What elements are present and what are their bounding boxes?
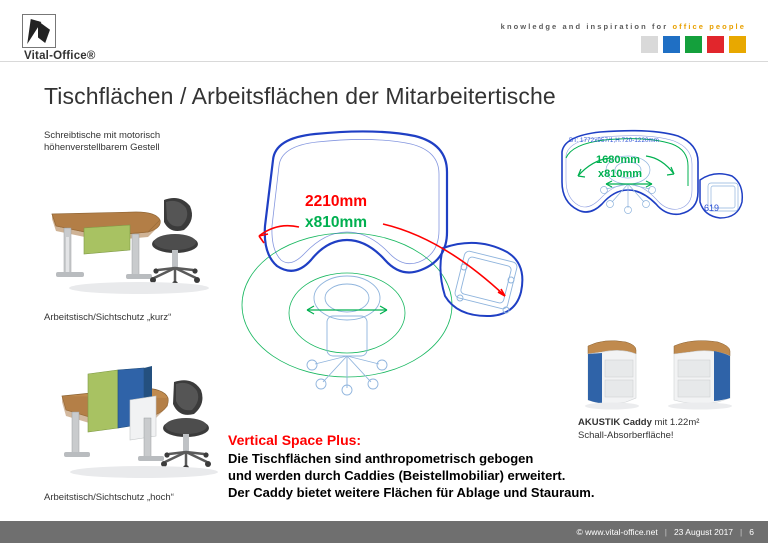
page-title: Tischflächen / Arbeitsflächen der Mitarbeitertische bbox=[44, 83, 556, 109]
right-dimension-depth: x810mm bbox=[598, 168, 643, 180]
caption-top: Schreibtische mit motorisch höhenverstellbarem Gestell bbox=[44, 130, 161, 153]
footer-date: 23 August 2017 bbox=[673, 527, 734, 537]
center-tabletop-diagram bbox=[215, 120, 565, 410]
header-bar bbox=[0, 0, 768, 62]
vsp-line-3: Der Caddy bietet weitere Flächen für Ablage und Stauraum. bbox=[228, 485, 595, 500]
footer-copyright: © www.vital-office.net bbox=[576, 527, 658, 537]
dimension-depth: x810mm bbox=[305, 214, 368, 231]
right-bt-label: BT: 1772x957/1,H:720-1220mm bbox=[569, 137, 660, 144]
swatch-blue bbox=[663, 36, 680, 53]
logo-text: Vital-Office® bbox=[24, 50, 96, 62]
caddy-caption-rest: mit 1.22m² bbox=[651, 417, 700, 428]
vertical-space-plus-title: Vertical Space Plus: bbox=[228, 432, 362, 448]
logo-mark-icon bbox=[22, 14, 56, 48]
right-dimension-width: 1680mm bbox=[596, 154, 641, 166]
photo-desk-short bbox=[44, 162, 224, 302]
footer-separator-1: | bbox=[664, 527, 667, 537]
caddy-caption-line2: Schall-Absorberfläche! bbox=[578, 429, 674, 441]
caddy-caption bbox=[578, 417, 764, 442]
footer-separator-2: | bbox=[740, 527, 743, 537]
swatch-green bbox=[685, 36, 702, 53]
vsp-line-1: Die Tischflächen sind anthropometrisch gebogen bbox=[228, 451, 534, 466]
footer-page-number: 6 bbox=[749, 527, 754, 537]
tagline-main: knowledge and inspiration for bbox=[500, 22, 673, 31]
right-top-diagram bbox=[548, 126, 748, 246]
caption-bottom: Arbeitstisch/Sichtschutz „hoch“ bbox=[44, 492, 174, 503]
vsp-line-2: und werden durch Caddies (Beistellmobiliar) erweitert. bbox=[228, 468, 566, 483]
swatch-red bbox=[707, 36, 724, 53]
caddy-caption-bold: AKUSTIK Caddy bbox=[578, 417, 652, 428]
vertical-space-plus-body bbox=[228, 450, 698, 501]
photo-akustik-caddy bbox=[578, 330, 758, 412]
photo-desk-high bbox=[44, 340, 229, 488]
right-box-value: 619 bbox=[704, 203, 720, 213]
swatch-grey bbox=[641, 36, 658, 53]
dimension-length: 2210mm bbox=[305, 193, 368, 210]
swatch-orange bbox=[729, 36, 746, 53]
logo bbox=[22, 14, 114, 62]
color-swatches bbox=[641, 36, 746, 53]
footer-bar bbox=[0, 521, 768, 543]
header-tagline bbox=[501, 22, 746, 31]
caption-middle: Arbeitstisch/Sichtschutz „kurz“ bbox=[44, 312, 172, 323]
tagline-accent: office people bbox=[672, 22, 746, 31]
